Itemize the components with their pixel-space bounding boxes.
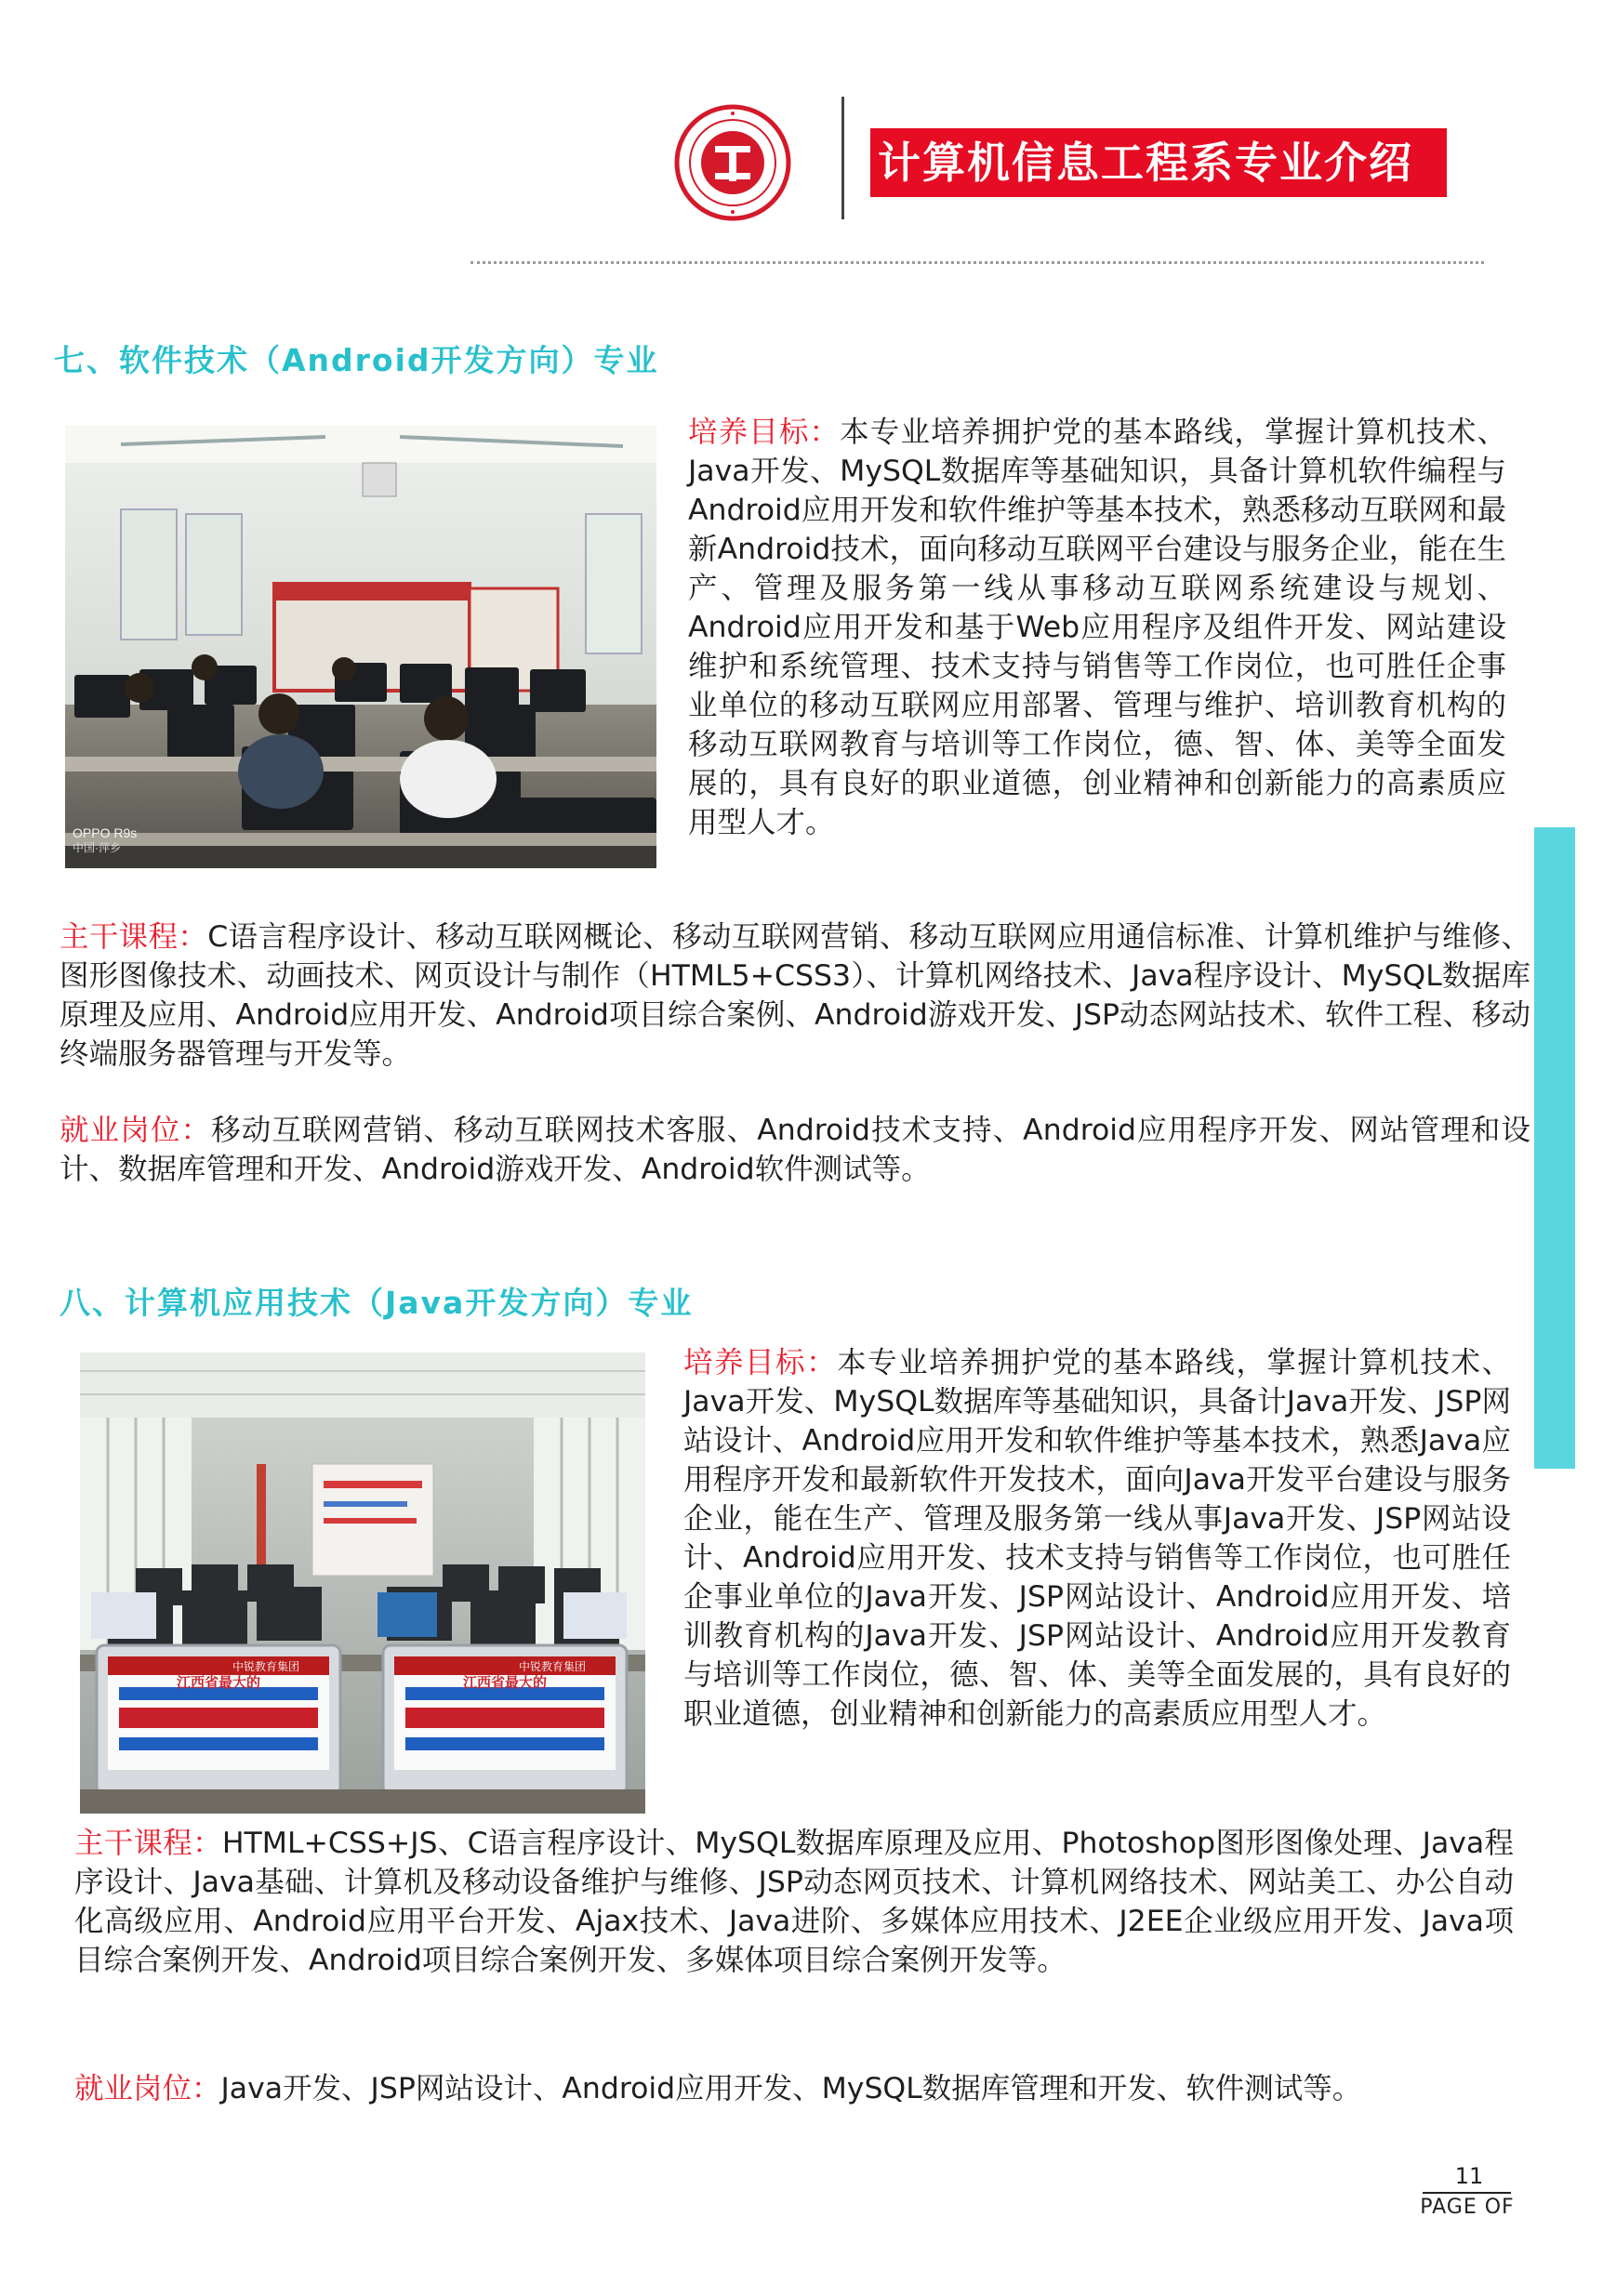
- section8-goal: [683, 1343, 1511, 1734]
- jobs-text: 移动互联网营销、移动互联网技术客服、Android技术支持、Android应用程序开发、网站管理和设计、数据库管理和开发、Android游戏开发、Android软件测试等。: [60, 1114, 1530, 1186]
- jobs-label: 就业岗位：: [60, 1114, 212, 1147]
- jobs-text: Java开发、JSP网站设计、Android应用开发、MySQL数据库管理和开发、软件测试等。: [220, 2072, 1362, 2105]
- section8-jobs: [74, 2069, 1514, 2108]
- page-title: 计算机信息工程系专业介绍: [870, 128, 1447, 197]
- jobs-label: 就业岗位：: [74, 2072, 221, 2105]
- classroom-photo-java: [80, 1353, 645, 1814]
- section7-courses: [60, 917, 1530, 1074]
- courses-label: 主干课程：: [74, 1827, 222, 1860]
- courses-label: 主干课程：: [60, 920, 208, 954]
- section8-courses: [74, 1824, 1514, 1980]
- dotted-divider: [470, 261, 1484, 264]
- screen-title-left: 江西省最大的: [176, 1675, 261, 1691]
- screen-brand-right: 中锐教育集团: [518, 1660, 587, 1673]
- side-accent-bar: [1534, 827, 1575, 1469]
- photo-watermark-location: 中国·萍乡: [73, 841, 121, 854]
- section-heading-8: 八、计算机应用技术（Java开发方向）专业: [60, 1285, 694, 1321]
- photo-watermark: OPPO R9s: [73, 825, 138, 840]
- goal-text: 本专业培养拥护党的基本路线，掌握计算机技术、Java开发、MySQL数据库等基础知识，具备计算机软件编程与Android应用开发和软件维护等基本技术，熟悉移动互联网和最新Android技术，面向移动互联网平台建设与服务企业，能在生产、管理及服务第一线从事移动互联网系统建设与规划、Android应用开发和基于Web应用程序及组件开发、网站建设维护和系统管理、技术支持与销售等工作岗位，也可胜任企事业单位的移动互联网应用部署、管理与维护、培训教育机构的移动互联网教育与培训等工作岗位，德、智、体、美等全面发展的，具有良好的职业道德，创业精神和创新能力的高素质应用型人才。: [688, 416, 1506, 839]
- screen-title-right: 江西省最大的: [462, 1675, 548, 1691]
- goal-label: 培养目标：: [688, 416, 841, 449]
- screen-brand-left: 中锐教育集团: [232, 1660, 300, 1673]
- classroom-photo-android: [65, 426, 656, 868]
- goal-label: 培养目标：: [683, 1346, 838, 1379]
- school-logo-icon: [674, 104, 791, 221]
- goal-text: 本专业培养拥护党的基本路线，掌握计算机技术、Java开发、MySQL数据库等基础知识，具备计Java开发、JSP网站设计、Android应用开发和软件维护等基本技术，熟悉Java应用程序开发和最新软件开发技术，面向Java开发平台建设与服务企业，能在生产、管理及服务第一线从事Java开发、JSP网站设计、Android应用开发、技术支持与销售等工作岗位，也可胜任企事业单位的Java开发、JSP网站设计、Android应用开发、培训教育机构的Java开发、JSP网站设计、Android应用开发教育与培训等工作岗位，德、智、体、美等全面发展的，具有良好的职业道德，创业精神和创新能力的高素质应用型人才。: [683, 1346, 1511, 1731]
- page-of-label: PAGE OF: [1420, 2196, 1515, 2219]
- page-number-rule: [1423, 2192, 1511, 2194]
- section-heading-7: 七、软件技术（Android开发方向）专业: [54, 342, 659, 378]
- courses-text: C语言程序设计、移动互联网概论、移动互联网营销、移动互联网应用通信标准、计算机维护与维修、图形图像技术、动画技术、网页设计与制作（HTML5+CSS3）、计算机网络技术、Java程序设计、MySQL数据库原理及应用、Android应用开发、Android项目综合案例、Android游戏开发、JSP动态网站技术、软件工程、移动终端服务器管理与开发等。: [60, 920, 1530, 1071]
- courses-text: HTML+CSS+JS、C语言程序设计、MySQL数据库原理及应用、Photoshop图形图像处理、Java程序设计、Java基础、计算机及移动设备维护与维修、JSP动态网页技术、计算机网络技术、网站美工、办公自动化高级应用、Android应用平台开发、Ajax技术、Java进阶、多媒体应用技术、J2EE企业级应用开发、Java项目综合案例开发、Android项目综合案例开发、多媒体项目综合案例开发等。: [74, 1827, 1514, 1977]
- section7-jobs: [60, 1111, 1530, 1189]
- section7-goal: [688, 413, 1506, 842]
- page-number: 11: [1454, 2163, 1484, 2189]
- header-divider: [841, 97, 844, 219]
